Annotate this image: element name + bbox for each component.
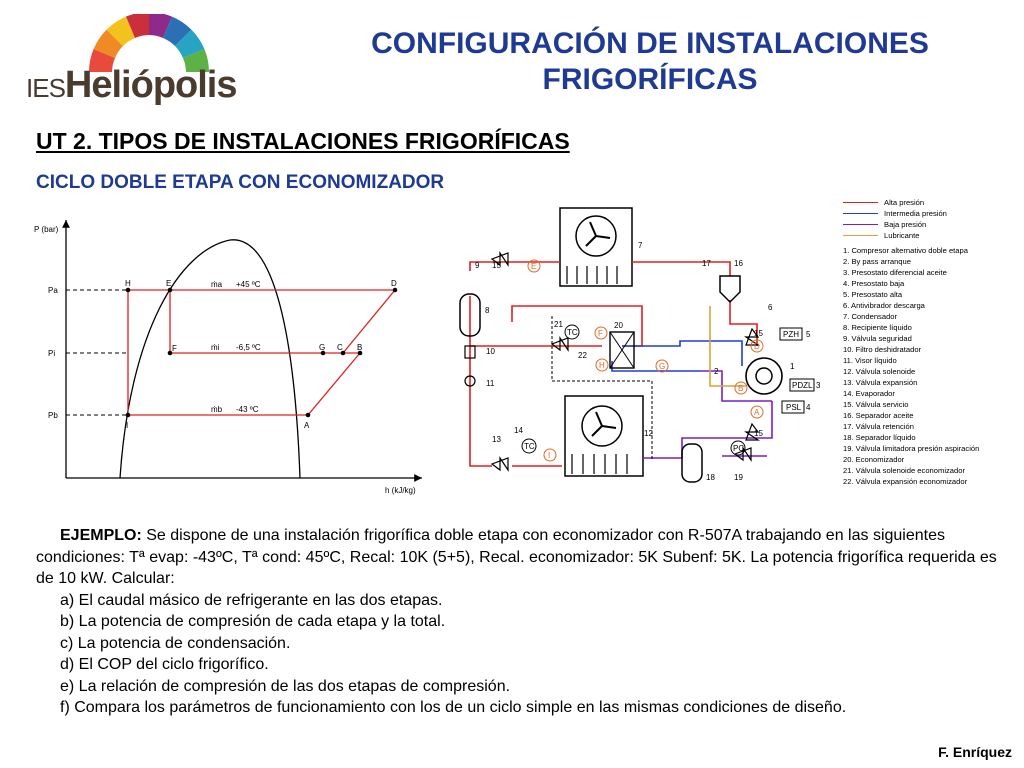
legend-intermediate-pressure: Intermedia presión [843,208,1023,219]
label-7: 7 [638,241,643,250]
pressure-pa: Pa [48,286,58,295]
legend-component: 6. Antivibrador descarga [843,301,925,310]
evaporator [565,396,643,476]
example-text: Se dispone de una instalación frigorífica doble etapa con economizador con R-507A trabajando en las siguientes condiciones: Tª evap: -43ºC, Tª cond: 45ºC, Recal: 10K (5+5), Recal. economizador: 5K Subenf: 5K. La potencia frigorífica requerida es de 10 kW. Calcular: [36,527,997,587]
flow-a-temp: +45 ºC [236,280,261,289]
state-i: I [548,451,551,460]
legend-component: 7. Condensador [843,312,898,321]
page-title [300,26,1000,98]
legend-component: 3. Presostato diferencial aceite [843,268,947,277]
legend-component: 14. Evaporador [843,389,895,398]
label-8: 8 [485,306,490,315]
legend-component: 15. Válvula servicio [843,400,909,409]
label-14: 12 [644,429,653,438]
legend-component: 8. Recipiente líquido [843,323,912,332]
example-item: e) La relación de compresión de las dos etapas de compresión. [60,677,511,695]
state-a: A [754,408,760,417]
legend-component: 12. Válvula solenoide [843,367,916,376]
logo-name: Heliópolis [64,64,237,106]
oil-separator [720,276,740,302]
label-6: 6 [768,303,773,312]
tag-tc-1: TC [567,328,578,337]
ph-diagram [30,210,430,500]
label-2: 2 [714,367,719,376]
label-10: 10 [486,347,495,356]
label-18: 18 [706,473,715,482]
label-20: 20 [614,321,623,330]
label-16: 16 [734,259,743,268]
schematic-legend [843,197,1023,487]
x-axis-label: h (kJ/kg) [385,486,416,495]
label-15-right: 15 [754,329,763,338]
flow-b-label: ṁb [211,405,223,414]
label-12: 13 [492,435,501,444]
state-g: G [659,362,666,371]
flow-b-temp: -43 ºC [236,405,259,414]
label-13: 14 [514,426,523,435]
label-11: 11 [486,379,495,388]
compressor [746,358,782,394]
legend-component: 4. Presostato baja [843,279,905,288]
title-line-2: FRIGORÍFICAS [542,63,758,96]
example-item: f) Compara los parámetros de funcionamiento con los de un ciclo simple en las mismas condiciones de diseño. [60,699,847,716]
legend-components [843,245,1023,487]
legend-component: 13. Válvula expansión [843,378,918,387]
point-e: E [166,279,172,288]
legend-lubricant: Lubricante [843,230,1023,241]
legend-component: 16. Separador aceite [843,411,914,420]
legend-component: 1. Compresor alternativo doble etapa [843,246,968,255]
label-9: 9 [475,261,480,270]
legend-component: 18. Separador líquido [843,433,916,442]
example-label: EJEMPLO: [60,527,142,544]
legend-component: 5. Presostato alta [843,290,903,299]
label-22: 22 [578,351,587,360]
state-e: E [531,262,537,271]
state-b: B [738,384,744,393]
pressure-pb: Pb [48,411,58,420]
example-statement [36,525,998,590]
point-c: C [337,343,343,352]
point-i: I [126,421,129,430]
label-15-bottom: 15 [754,429,763,438]
label-1: 1 [790,362,795,371]
flow-a-label: ṁa [211,280,223,289]
tag-pzh: PZH [783,330,799,339]
point-h: H [125,279,131,288]
unit-heading: UT 2. TIPOS DE INSTALACIONES FRIGORÍFICAS [36,128,570,154]
installation-schematic [452,196,842,496]
title-line-1: CONFIGURACIÓN DE INSTALACIONES [371,27,929,60]
author: F. Enríquez [938,744,1012,760]
condenser [560,208,632,286]
legend-component: 17. Válvula retención [843,422,914,431]
point-b: B [357,343,363,352]
example-item: d) El COP del ciclo frigorífico. [60,656,269,673]
point-g: G [319,343,326,352]
example-item: a) El caudal másico de refrigerante en las dos etapas. [60,591,443,609]
legend-high-pressure: Alta presión [843,197,1023,208]
legend-component: 21. Válvula solenoide economizador [843,466,966,475]
tag-pc: PC [733,444,745,453]
point-d: D [391,279,397,288]
legend-component: 11. Visor líquido [843,356,897,365]
pressure-pi: Pi [48,349,56,358]
saturation-dome [120,240,300,478]
label-17: 17 [702,259,711,268]
label-19: 19 [734,473,743,482]
tag-tc-2: TC [524,442,535,451]
label-5: 5 [806,330,811,339]
tag-psl: PSL [786,403,802,412]
legend-low-pressure: Baja presión [843,219,1023,230]
state-f: F [598,329,603,338]
example-item: b) La potencia de compresión de cada etapa y la total. [60,613,446,630]
flow-i-label: ṁi [211,343,220,352]
tag-pdzl: PDZL [792,381,813,390]
y-axis-label: P (bar) [34,225,59,234]
example-item: c) La potencia de condensación. [60,634,291,652]
logo [26,64,237,107]
legend-component: 9. Válvula seguridad [843,334,912,343]
point-a: A [304,421,310,430]
label-21: 21 [554,320,563,329]
section-subtitle: CICLO DOBLE ETAPA CON ECONOMIZADOR [36,172,445,193]
legend-component: 2. By pass arranque [843,257,911,266]
example-block [36,525,998,719]
label-15-top: 15 [492,261,501,270]
legend-component: 19. Válvula limitadora presión aspiración [843,444,980,453]
point-f: F [172,344,177,353]
legend-component: 20. Economizador [843,455,905,464]
label-4: 4 [806,403,811,412]
flow-i-temp: -6,5 ºC [236,343,261,352]
state-d: D [754,342,760,351]
logo-prefix: IES [26,73,65,103]
legend-component: 10. Filtro deshidratador [843,345,922,354]
legend-component: 22. Válvula expansión economizador [843,477,968,486]
state-h: H [599,361,605,370]
liquid-separator [682,444,702,482]
label-3: 3 [816,381,821,390]
